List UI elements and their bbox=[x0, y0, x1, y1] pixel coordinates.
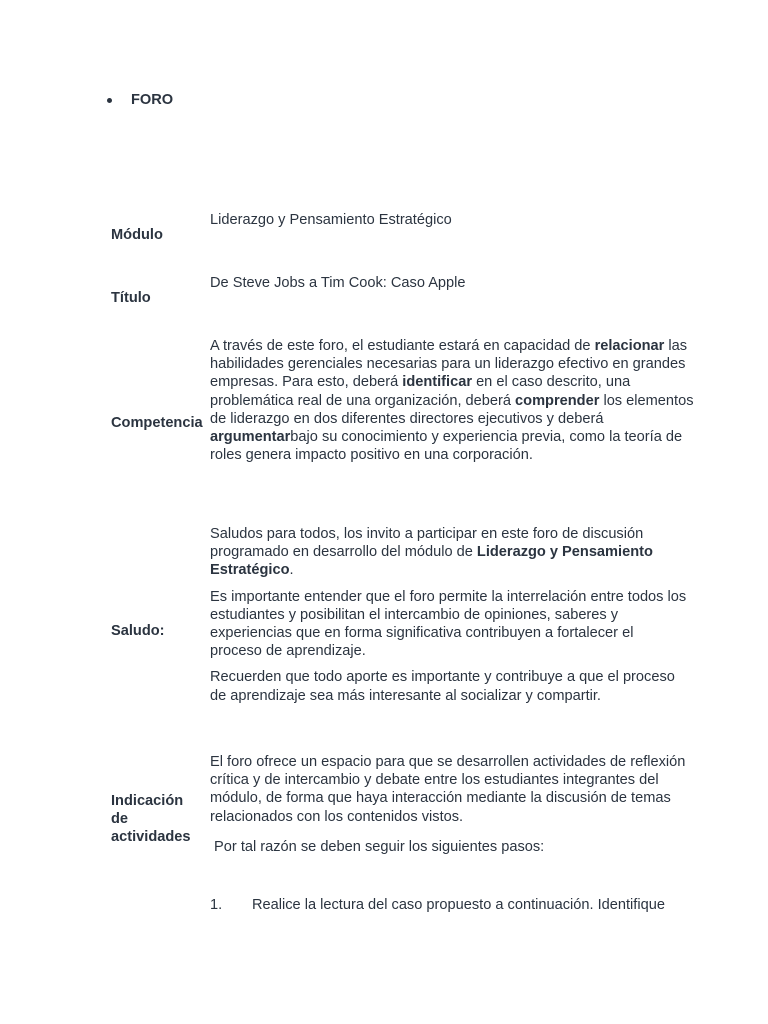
competencia-part-4: los elementos de liderazgo en dos diferentes directores ejecutivos y deberá bbox=[210, 392, 694, 427]
competencia-part-5: bajo su conocimiento y experiencia previa, como la teoría de roles genera impacto positivo en una corporación. bbox=[210, 429, 683, 464]
value-saludo bbox=[210, 525, 688, 705]
competencia-bold-3: comprender bbox=[515, 392, 600, 409]
label-titulo: Título bbox=[111, 290, 151, 306]
indicacion-paragraph-2: Por tal razón se deben seguir los siguientes pasos: bbox=[210, 838, 545, 855]
list-item bbox=[210, 896, 705, 914]
competencia-bold-2: identificar bbox=[402, 374, 473, 391]
competencia-part-2: las habilidades gerenciales necesarias para un liderazgo efectivo en grandes empresas. Para esto, deberá bbox=[210, 338, 688, 391]
label-modulo: Módulo bbox=[111, 227, 163, 243]
saludo-paragraph-1 bbox=[210, 525, 688, 580]
competencia-text bbox=[210, 337, 695, 464]
saludo-p1-end: . bbox=[289, 562, 294, 579]
step-number: 1. bbox=[210, 897, 223, 913]
titulo-text: De Steve Jobs a Tim Cook: Caso Apple bbox=[210, 275, 466, 291]
competencia-part-1: A través de este foro, el estudiante estará en capacidad de bbox=[210, 338, 595, 354]
label-competencia: Competencia bbox=[111, 415, 203, 431]
saludo-p1-text: Saludos para todos, los invito a participar en este foro de discusión programado en desarrollo del módulo de bbox=[210, 526, 644, 561]
value-indicacion bbox=[210, 753, 705, 856]
saludo-paragraph-2: Es importante entender que el foro permite la interrelación entre todos los estudiantes y posibilitan el intercambio de opiniones, saberes y experiencias que en forma significativa contribuyen a fortalecer el proceso de aprendizaje. bbox=[210, 588, 687, 660]
label-saludo: Saludo: bbox=[111, 623, 165, 639]
section-heading bbox=[107, 91, 173, 109]
competencia-part-3: en el caso descrito, una problemática real de una organización, deberá bbox=[210, 374, 631, 409]
modulo-text: Liderazgo y Pensamiento Estratégico bbox=[210, 212, 452, 228]
label-indicacion: Indicación de actividades bbox=[111, 793, 191, 846]
competencia-bold-4: argumentar bbox=[210, 429, 291, 446]
saludo-p1-bold: Liderazgo y Pensamiento Estratégico bbox=[210, 544, 653, 579]
step-text: Realice la lectura del caso propuesto a continuación. Identifique bbox=[252, 897, 665, 913]
steps-list bbox=[210, 896, 705, 914]
value-modulo bbox=[210, 211, 710, 229]
bullet-icon bbox=[107, 98, 112, 103]
saludo-paragraph-3: Recuerden que todo aporte es importante y contribuye a que el proceso de aprendizaje sea más interesante al socializar y compartir. bbox=[210, 669, 675, 704]
value-titulo bbox=[210, 274, 710, 292]
value-competencia bbox=[210, 337, 695, 464]
competencia-bold-1: relacionar bbox=[594, 338, 665, 354]
heading-text: FORO bbox=[131, 92, 174, 108]
indicacion-paragraph-1: El foro ofrece un espacio para que se desarrollen actividades de reflexión crítica y de intercambio y debate entre los estudiantes integrantes del módulo, de forma que haya interacción mediante la discusión de temas relacionados con los contenidos vistos. bbox=[210, 754, 686, 825]
